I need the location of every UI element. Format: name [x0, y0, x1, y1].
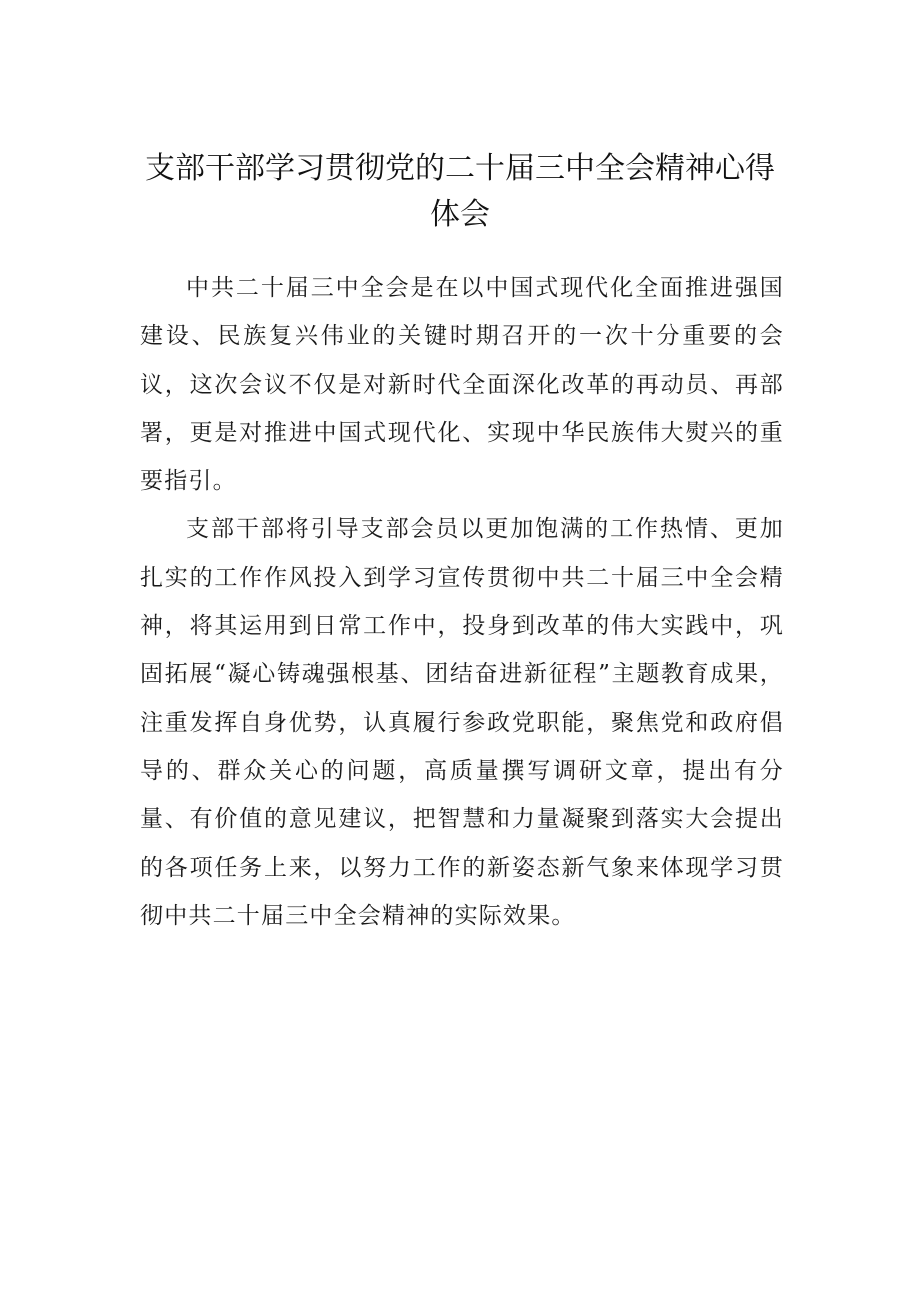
paragraph-1: 中共二十届三中全会是在以中国式现代化全面推进强国建设、民族复兴伟业的关键时期召开的一次十分重要的会议，这次会议不仅是对新时代全面深化改革的再动员、再部署，更是对推进中国式现代化、实现中华民族伟大熨兴的重要指引。 [140, 275, 784, 495]
document-body [140, 264, 784, 940]
document-title: 支部干部学习贯彻党的二十届三中全会精神心得体会 [145, 151, 775, 232]
paragraph-2: 支部干部将引导支部会员以更加饱满的工作热情、更加扎实的工作作风投入到学习宣传贯彻中共二十届三中全会精神，将其运用到日常工作中，投身到改革的伟大实践中，巩固拓展“凝心铸魂强根基、团结奋进新征程”主题教育成果，注重发挥自身优势，认真履行参政党职能，聚焦党和政府倡导的、群众关心的问题，高质量撰写调研文章，提出有分量、有价值的意见建议，把智慧和力量凝聚到落实大会提出的各项任务上来，以努力工作的新姿态新气象来体现学习贯彻中共二十届三中全会精神的实际效果。 [140, 516, 784, 929]
